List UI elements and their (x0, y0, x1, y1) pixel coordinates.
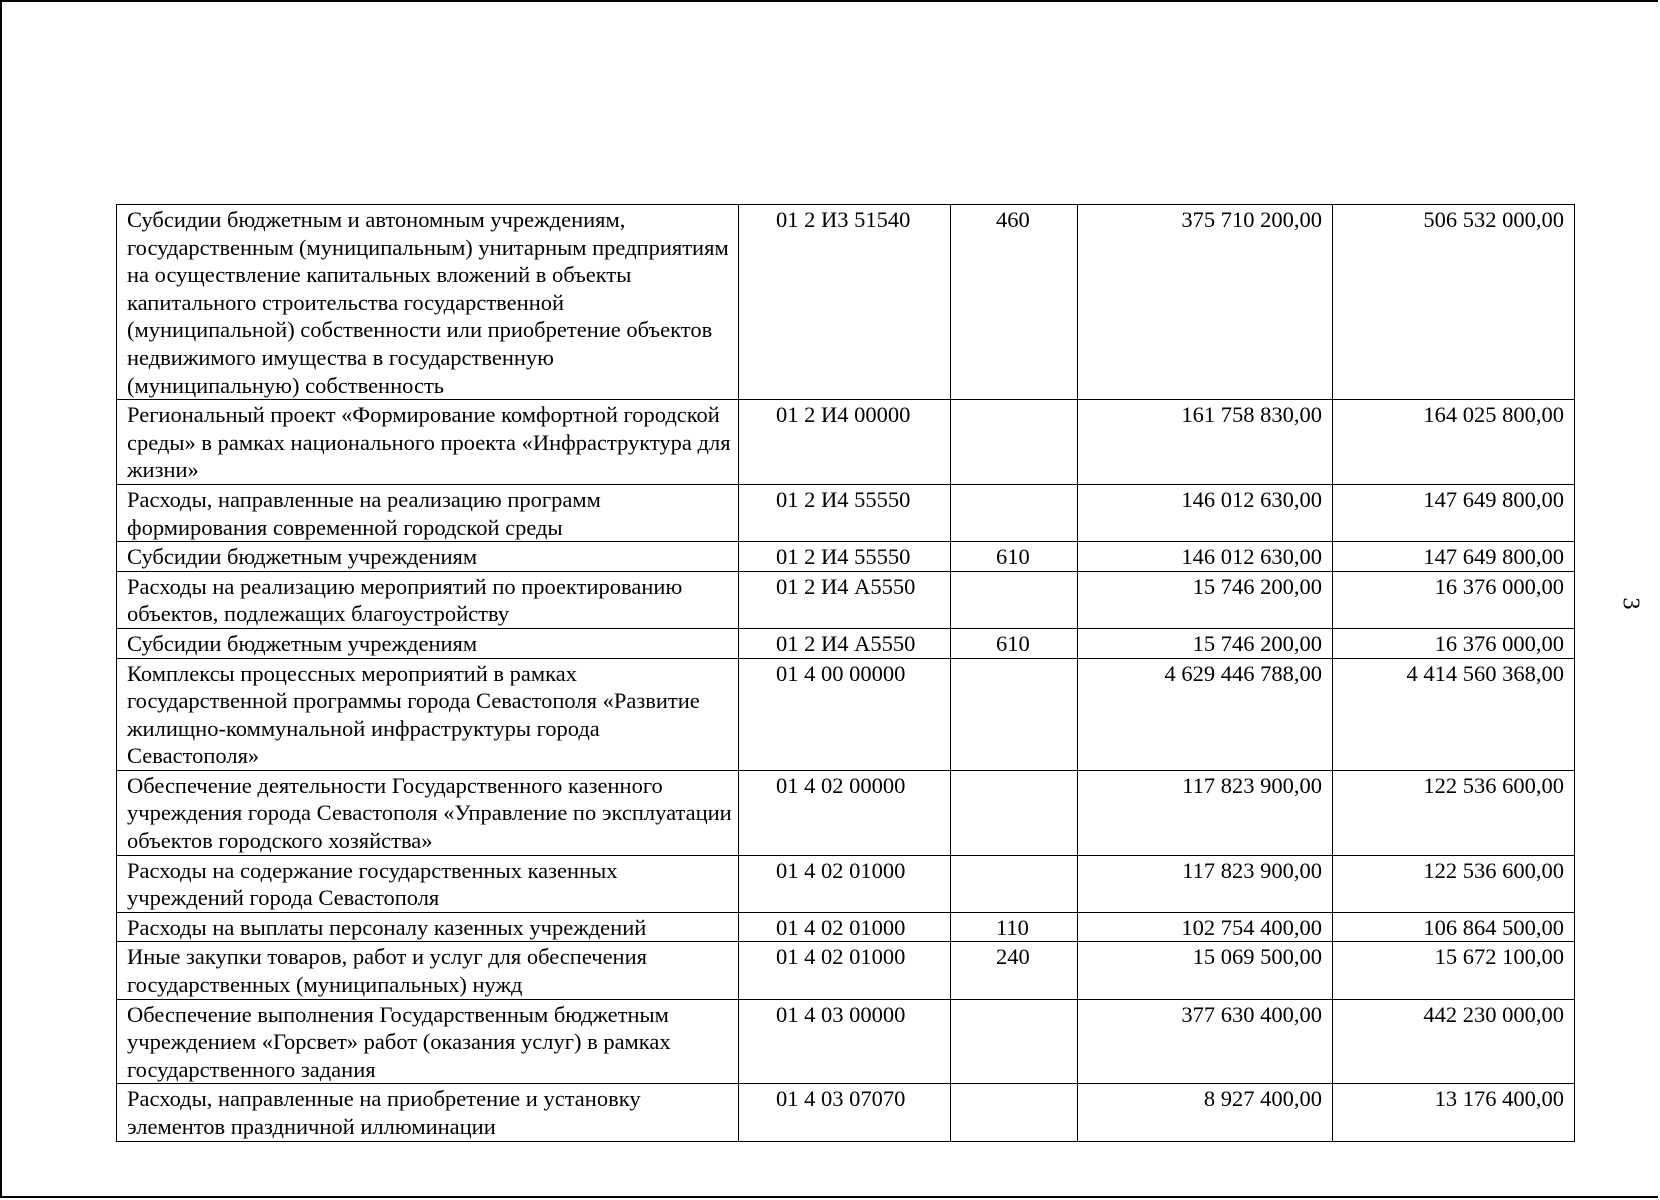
row-code-cell: 01 4 02 01000 (739, 942, 951, 999)
row-name-cell: Субсидии бюджетным учреждениям (117, 542, 739, 572)
row-expense-type-cell (951, 770, 1078, 855)
row-expense-type-cell (951, 855, 1078, 912)
table-row (117, 658, 1575, 770)
row-name-cell: Расходы на реализацию мероприятий по проектированию объектов, подлежащих благоустройству (117, 571, 739, 628)
row-amount-1-cell: 146 012 630,00 (1078, 484, 1333, 541)
table-body (117, 205, 1575, 1142)
row-code-cell: 01 4 00 00000 (739, 658, 951, 770)
row-code-cell: 01 2 И3 51540 (739, 205, 951, 400)
table-row (117, 205, 1575, 400)
row-amount-1-cell: 15 746 200,00 (1078, 628, 1333, 658)
row-expense-type-cell: 460 (951, 205, 1078, 400)
table-row (117, 855, 1575, 912)
table-row (117, 942, 1575, 999)
row-amount-1-cell: 102 754 400,00 (1078, 912, 1333, 942)
row-amount-2-cell: 16 376 000,00 (1333, 628, 1575, 658)
row-code-cell: 01 2 И4 55550 (739, 484, 951, 541)
row-amount-1-cell: 375 710 200,00 (1078, 205, 1333, 400)
row-code-cell: 01 4 02 01000 (739, 855, 951, 912)
table-row (117, 484, 1575, 541)
row-code-cell: 01 4 03 00000 (739, 999, 951, 1084)
row-amount-1-cell: 146 012 630,00 (1078, 542, 1333, 572)
row-name-cell: Расходы, направленные на реализацию программ формирования современной городской среды (117, 484, 739, 541)
row-expense-type-cell: 240 (951, 942, 1078, 999)
row-amount-1-cell: 377 630 400,00 (1078, 999, 1333, 1084)
row-amount-2-cell: 147 649 800,00 (1333, 484, 1575, 541)
row-amount-2-cell: 15 672 100,00 (1333, 942, 1575, 999)
row-code-cell: 01 4 02 01000 (739, 912, 951, 942)
table-row (117, 571, 1575, 628)
row-name-cell: Субсидии бюджетным и автономным учреждениям, государственным (муниципальным) унитарным предприятиям на осуществление капитальных вложений в объекты капитального строительства государственной (муниципальной) собственности или приобретение объектов недвижимого имущества в государственную (муниципальную) собственность (117, 205, 739, 400)
row-amount-2-cell: 147 649 800,00 (1333, 542, 1575, 572)
row-amount-2-cell: 506 532 000,00 (1333, 205, 1575, 400)
row-amount-1-cell: 8 927 400,00 (1078, 1084, 1333, 1141)
row-amount-2-cell: 4 414 560 368,00 (1333, 658, 1575, 770)
row-expense-type-cell (951, 658, 1078, 770)
table-row (117, 628, 1575, 658)
row-expense-type-cell (951, 400, 1078, 485)
row-amount-1-cell: 117 823 900,00 (1078, 855, 1333, 912)
table-row (117, 1084, 1575, 1141)
row-code-cell: 01 2 И4 55550 (739, 542, 951, 572)
row-name-cell: Обеспечение выполнения Государственным бюджетным учреждением «Горсвет» работ (оказания услуг) в рамках государственного задания (117, 999, 739, 1084)
row-code-cell: 01 4 03 07070 (739, 1084, 951, 1141)
row-amount-2-cell: 122 536 600,00 (1333, 855, 1575, 912)
row-expense-type-cell: 610 (951, 628, 1078, 658)
row-amount-1-cell: 4 629 446 788,00 (1078, 658, 1333, 770)
row-amount-1-cell: 15 069 500,00 (1078, 942, 1333, 999)
budget-table (116, 204, 1575, 1142)
row-name-cell: Расходы на содержание государственных казенных учреждений города Севастополя (117, 855, 739, 912)
table-row (117, 770, 1575, 855)
row-name-cell: Региональный проект «Формирование комфортной городской среды» в рамках национального проекта «Инфраструктура для жизни» (117, 400, 739, 485)
row-name-cell: Обеспечение деятельности Государственного казенного учреждения города Севастополя «Управление по эксплуатации объектов городского хозяйства» (117, 770, 739, 855)
row-expense-type-cell (951, 999, 1078, 1084)
row-amount-2-cell: 13 176 400,00 (1333, 1084, 1575, 1141)
row-expense-type-cell (951, 1084, 1078, 1141)
page-number: 3 (1617, 597, 1644, 610)
row-code-cell: 01 2 И4 00000 (739, 400, 951, 485)
row-name-cell: Иные закупки товаров, работ и услуг для обеспечения государственных (муниципальных) нужд (117, 942, 739, 999)
row-amount-2-cell: 122 536 600,00 (1333, 770, 1575, 855)
table-row (117, 999, 1575, 1084)
row-expense-type-cell: 610 (951, 542, 1078, 572)
row-name-cell: Расходы, направленные на приобретение и установку элементов праздничной иллюминации (117, 1084, 739, 1141)
row-name-cell: Комплексы процессных мероприятий в рамках государственной программы города Севастополя «Развитие жилищно-коммунальной инфраструктуры города Севастополя» (117, 658, 739, 770)
row-code-cell: 01 4 02 00000 (739, 770, 951, 855)
table-row (117, 542, 1575, 572)
table-row (117, 912, 1575, 942)
row-expense-type-cell (951, 571, 1078, 628)
table-row (117, 400, 1575, 485)
row-amount-2-cell: 442 230 000,00 (1333, 999, 1575, 1084)
row-expense-type-cell: 110 (951, 912, 1078, 942)
row-amount-1-cell: 15 746 200,00 (1078, 571, 1333, 628)
row-code-cell: 01 2 И4 А5550 (739, 628, 951, 658)
row-amount-2-cell: 16 376 000,00 (1333, 571, 1575, 628)
row-amount-1-cell: 161 758 830,00 (1078, 400, 1333, 485)
row-amount-2-cell: 164 025 800,00 (1333, 400, 1575, 485)
row-code-cell: 01 2 И4 А5550 (739, 571, 951, 628)
row-expense-type-cell (951, 484, 1078, 541)
row-amount-2-cell: 106 864 500,00 (1333, 912, 1575, 942)
row-name-cell: Расходы на выплаты персоналу казенных учреждений (117, 912, 739, 942)
row-amount-1-cell: 117 823 900,00 (1078, 770, 1333, 855)
row-name-cell: Субсидии бюджетным учреждениям (117, 628, 739, 658)
